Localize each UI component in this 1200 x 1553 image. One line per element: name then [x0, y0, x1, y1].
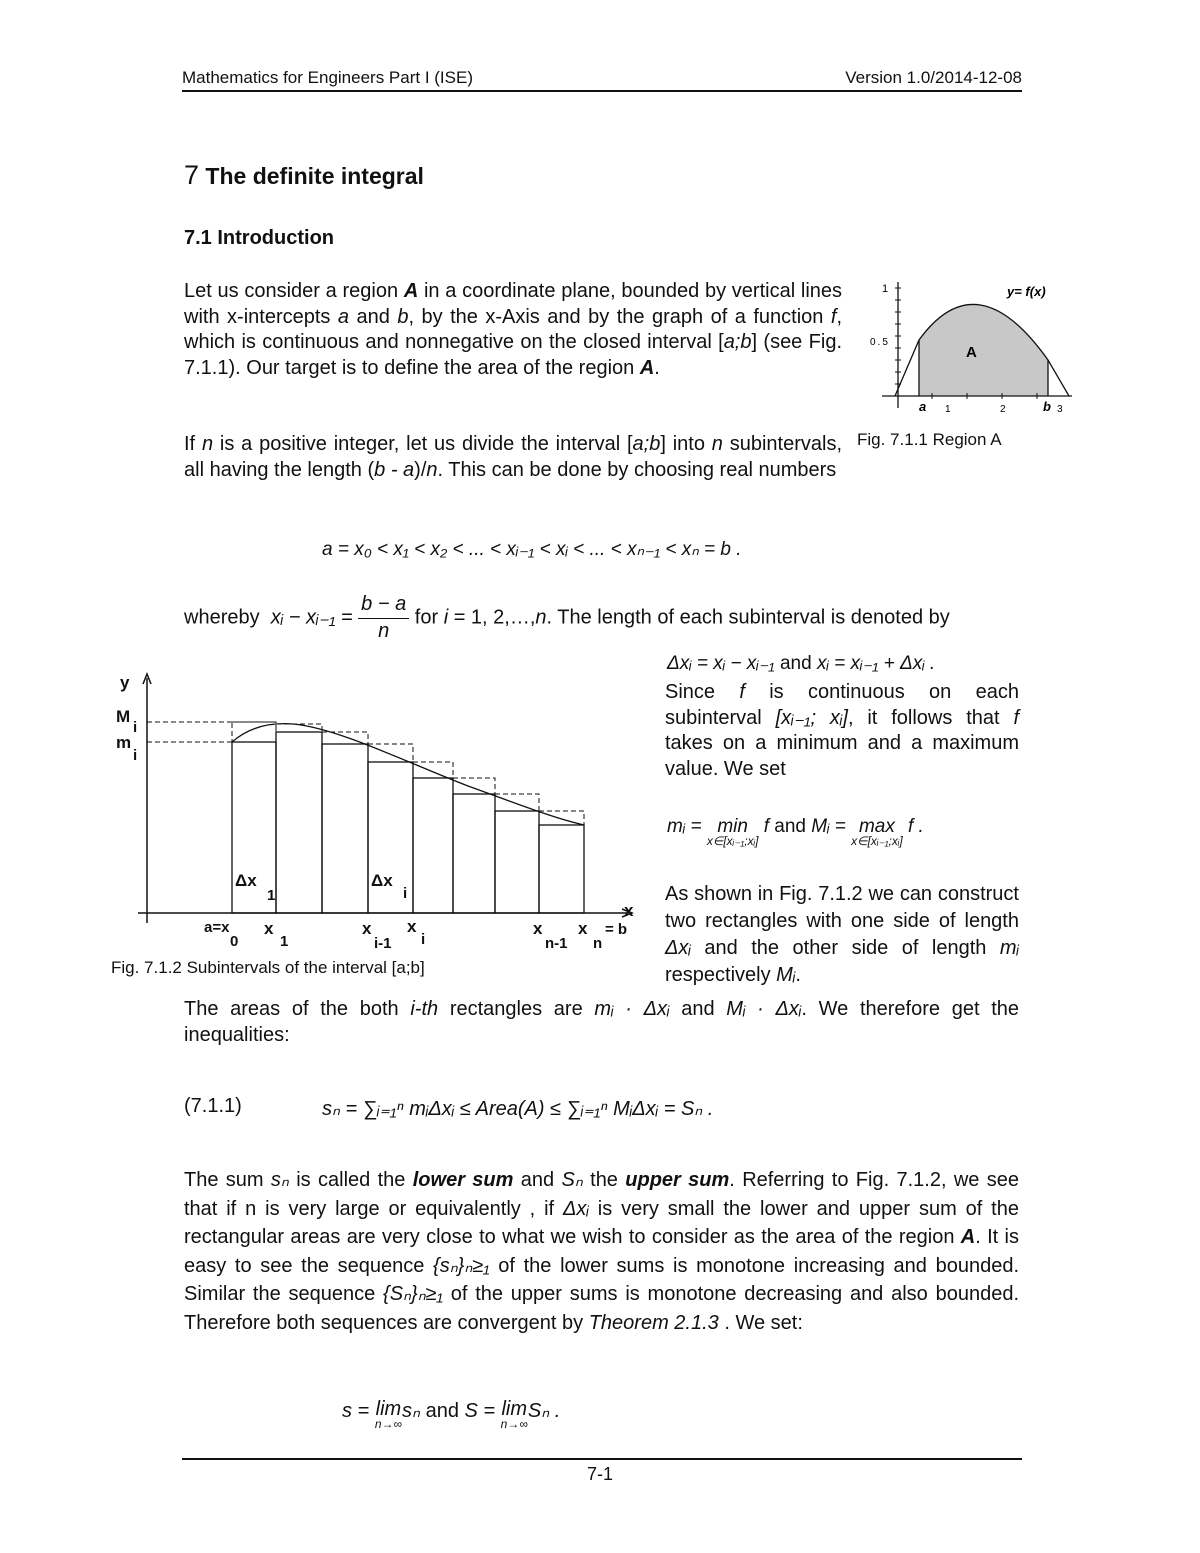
paragraph-1: Let us consider a region A in a coordinate plane, bounded by vertical lines with x-intercepts a and b, by the x-Axis and by the graph of a function f, which is continuous and nonnegative on the closed interval [a;b] (see Fig. 7.1.1). Our target is to define the area of the region A. — [184, 280, 843, 379]
page-number: 7-1 — [586, 1464, 613, 1484]
paragraph-5: The areas of the both i-th rectangles are mᵢ · Δxᵢ and Mᵢ · Δxᵢ. We therefore get the inequalities: — [184, 998, 1020, 1046]
y-axis-label: y — [120, 673, 130, 692]
chapter-title: The definite integral — [205, 163, 424, 189]
section-heading: 7.1 Introduction — [184, 227, 334, 249]
xim1-sub: i-1 — [374, 935, 392, 952]
min-label-sub: i — [133, 747, 138, 764]
x-tick-3: 3 — [1057, 404, 1063, 415]
partition-equation: a = x₀ < x₁ < x₂ < ... < xᵢ₋₁ < xᵢ < ... < xₙ₋₁ < xₙ = b . — [322, 539, 742, 560]
chapter-number: 7 — [184, 160, 200, 190]
main-inequality: sₙ = ∑ᵢ₌₁ⁿ mᵢΔxᵢ ≤ Area(A) ≤ ∑ᵢ₌₁ⁿ MᵢΔxᵢ = Sₙ . — [322, 1098, 714, 1120]
xi-sub: i — [421, 931, 426, 948]
footer-rule — [182, 1458, 1022, 1460]
delta-x1-sub: 1 — [267, 887, 276, 904]
delta-xi-sub: i — [403, 885, 408, 902]
upper-rectangles — [232, 722, 584, 913]
x-axis-label: x — [624, 901, 634, 920]
region-a-figure — [862, 276, 1082, 421]
delta-equation: Δxᵢ = xᵢ − xᵢ₋₁ and xᵢ = xᵢ₋₁ + Δxᵢ . — [667, 653, 936, 674]
header-version: Version 1.0/2014-12-08 — [845, 68, 1022, 87]
equation-label-7-1-1: (7.1.1) — [184, 1095, 242, 1117]
paragraph-2: If n is a positive integer, let us divide the interval [a;b] into n subintervals, all having the length (b - a)/n. This can be done by choosing real numbers — [184, 433, 842, 481]
min-label: m — [116, 733, 132, 752]
xnm1-label: x — [533, 919, 543, 938]
chapter-heading — [184, 160, 424, 191]
fraction-b-minus-a-over-n: $\frac{b - a}{n}$ — [358, 592, 409, 644]
x1-sub: 1 — [280, 933, 289, 950]
fig-7-1-2-caption: Fig. 7.1.2 Subintervals of the interval [a;b] — [111, 958, 425, 977]
paragraph-6: The sum sₙ is called the lower sum and Sₙ the upper sum. Referring to Fig. 7.1.2, we see that if n is very large or equivalently , if Δxᵢ is very small the lower and upper sum of the rectangular areas are very close to what we wish to consider as the area of the region A. It is easy to see the sequence {sₙ}ₙ≥₁ of the lower sums is monotone increasing and bounded. Similar the sequence {Sₙ}ₙ≥₁ of the upper sums is monotone decreasing and also bounded. Therefore both sequences are convergent by Theorem 2.1.3 . We set: — [184, 1169, 1019, 1334]
xnm1-sub: n-1 — [545, 935, 568, 952]
xim1-label: x — [362, 919, 372, 938]
label-region-a: A — [966, 344, 977, 361]
y-tick-0-5: 0.5 — [870, 337, 890, 348]
paragraph-4: As shown in Fig. 7.1.2 we can construct two rectangles with one side of length Δxᵢ and the other side of length mᵢ respectively Mᵢ. — [665, 883, 1019, 986]
function-curve — [232, 724, 584, 825]
max-label: M — [116, 707, 131, 726]
paragraph-3: Since f is continuous on each subinterval [xᵢ₋₁; xᵢ], it follows that f takes on a minimum and a maximum value. We set — [665, 681, 1019, 780]
x0-sub: 0 — [230, 933, 239, 950]
xn-label: x — [578, 919, 588, 938]
label-function: y= f(x) — [1007, 284, 1046, 299]
whereby-line: whereby xᵢ − xᵢ₋₁ = $\frac{b - a}{n}$ for i = 1, 2,…,n. The length of each subinterval is denoted by — [184, 592, 1024, 644]
delta-xi-label: Δx — [371, 871, 393, 890]
y-tick-1: 1 — [882, 283, 889, 295]
xn-sub: n — [593, 935, 603, 952]
header-rule — [182, 90, 1022, 92]
label-a: a — [919, 399, 927, 414]
subintervals-figure — [108, 668, 648, 958]
x-tick-2: 2 — [1000, 404, 1006, 415]
minmax-equation: mᵢ = min x∈[xᵢ₋₁;xᵢ] f and Mᵢ = max x∈[xᵢ₋₁;xᵢ] f . — [667, 816, 924, 848]
xi-label: x — [407, 917, 417, 936]
label-b: b — [1043, 399, 1051, 414]
xn-equals-b: = b — [605, 921, 628, 938]
header-title: Mathematics for Engineers Part I (ISE) — [182, 68, 473, 87]
x0-label: a=x — [204, 919, 230, 936]
lower-rectangles — [232, 732, 584, 913]
x-tick-1: 1 — [945, 404, 951, 415]
limits-equation: s = lim n→∞ sₙ and S = lim n→∞ Sₙ . — [342, 1398, 561, 1431]
delta-x1-label: Δx — [235, 871, 257, 890]
x1-label: x — [264, 919, 274, 938]
fig-7-1-1-caption: Fig. 7.1.1 Region A — [857, 430, 1002, 449]
max-label-sub: i — [133, 719, 138, 736]
